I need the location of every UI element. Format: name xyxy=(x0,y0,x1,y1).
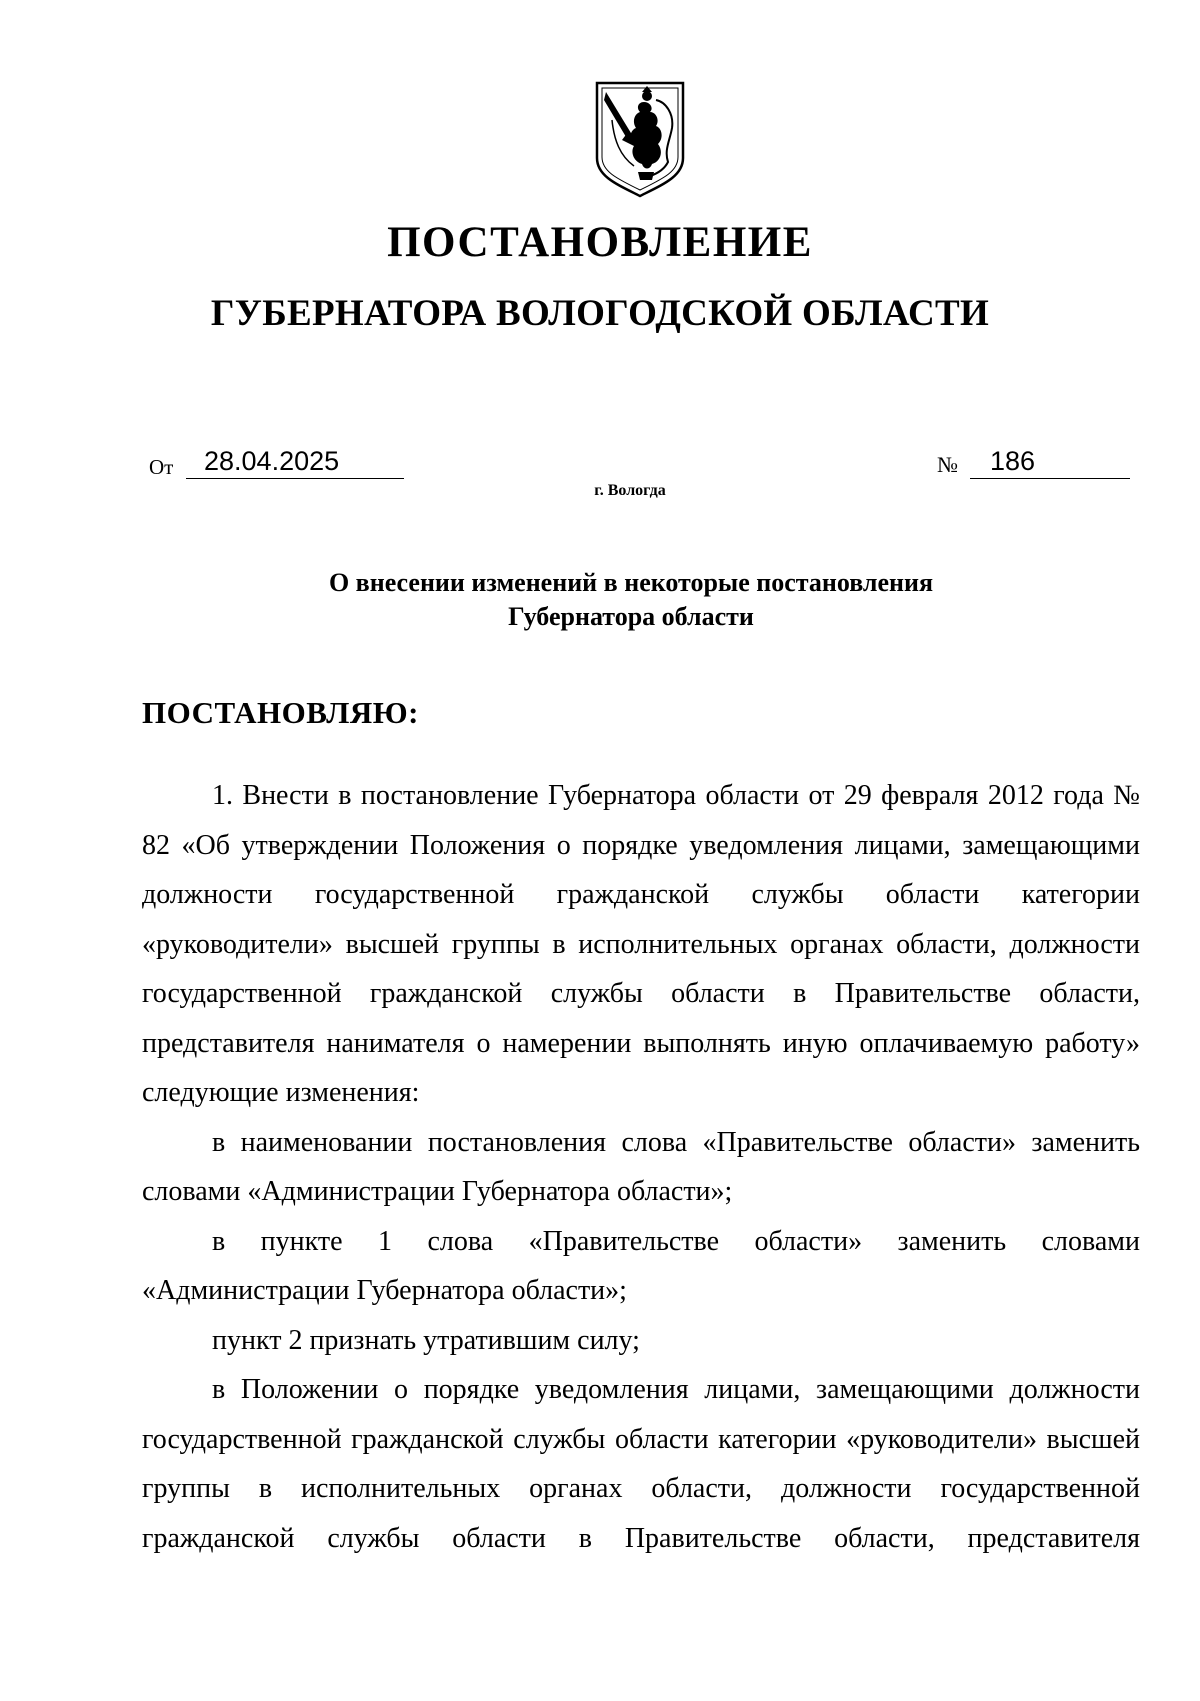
city-name: г. Вологда xyxy=(594,482,666,499)
body-paragraph-3: в пункте 1 слова «Правительстве области» заменить словами «Администрации Губернатора области»; xyxy=(142,1225,1140,1306)
subject-line-2: Губернатора области xyxy=(508,602,754,631)
date-label: От xyxy=(149,455,174,479)
document-subject xyxy=(0,566,1200,634)
document-date: 28.04.2025 xyxy=(204,446,340,476)
body-paragraph-5: в Положении о порядке уведомления лицами, замещающими должности государственной гражданской службы области категории «руководители» высшей группы в исполнительных органах области, должности государственной гражданской службы области в Правительстве области, представителя xyxy=(142,1374,1140,1554)
document-body xyxy=(142,771,1140,1563)
body-paragraph-4: пункт 2 признать утратившим силу; xyxy=(212,1324,640,1356)
coat-of-arms-emblem xyxy=(594,80,686,198)
date-underline xyxy=(186,478,404,479)
issuing-authority-title: ГУБЕРНАТОРА ВОЛОГОДСКОЙ ОБЛАСТИ xyxy=(210,293,990,334)
number-underline xyxy=(970,478,1130,479)
number-label: № xyxy=(937,452,958,477)
subject-line-1: О внесении изменений в некоторые постановления xyxy=(328,568,934,597)
document-number: 186 xyxy=(990,446,1036,476)
body-paragraph-1: 1. Внести в постановление Губернатора области от 29 февраля 2012 года № 82 «Об утверждении Положения о порядке уведомления лицами, замещающими должности государственной гражданской службы области категории «руководители» высшей группы в исполнительных органах области, должности государственной гражданской службы области в Правительстве области, представителя нанимателя о намерении выполнять иную оплачиваемую работу» следующие изменения: xyxy=(142,780,1140,1108)
body-paragraph-2: в наименовании постановления слова «Правительстве области» заменить словами «Администрации Губернатора области»; xyxy=(142,1126,1140,1207)
document-type-title: ПОСТАНОВЛЕНИЕ xyxy=(387,219,813,266)
decree-heading: ПОСТАНОВЛЯЮ: xyxy=(142,695,419,730)
